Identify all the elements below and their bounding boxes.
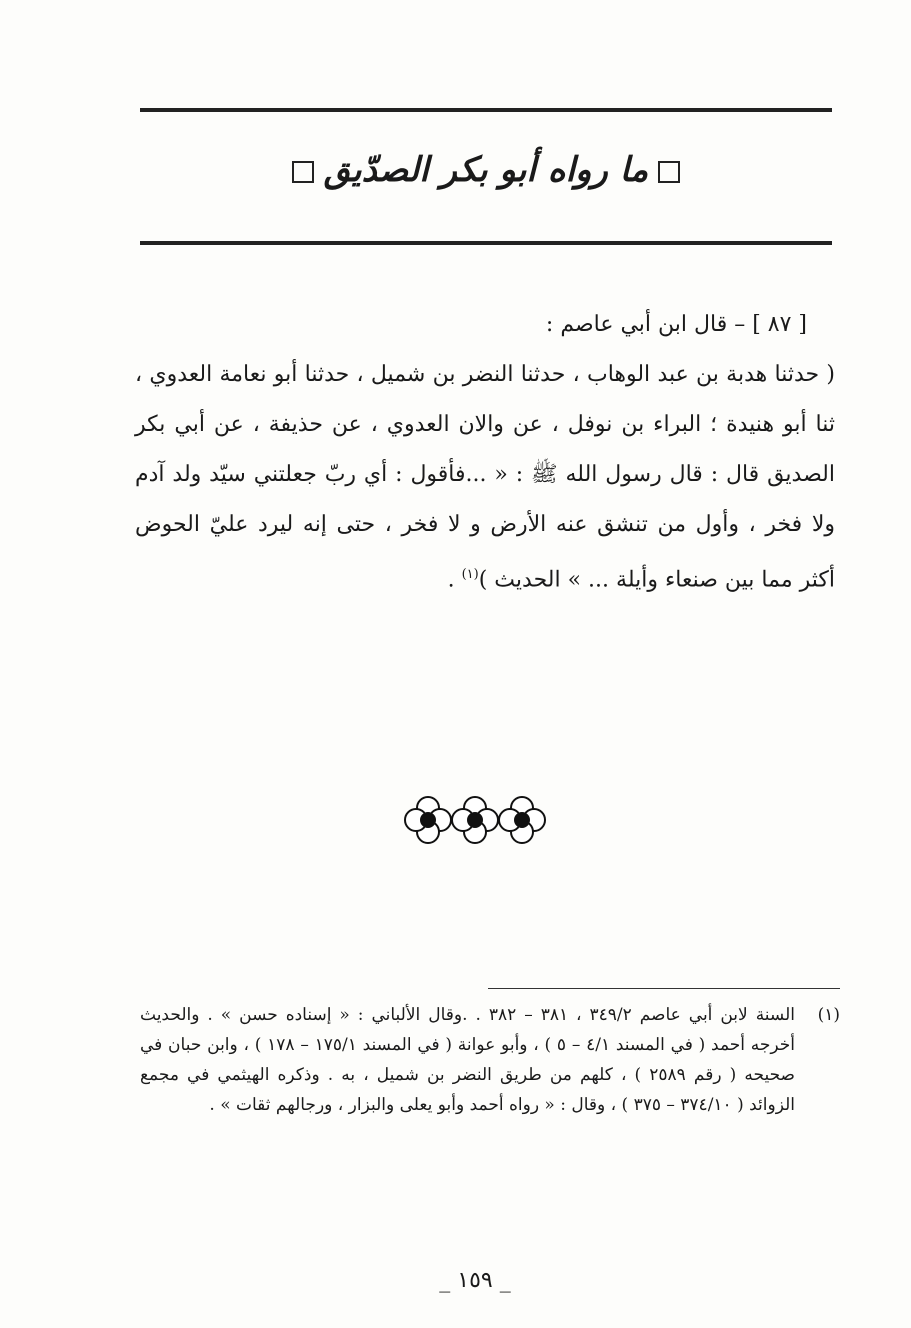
hadith-end: . bbox=[447, 567, 462, 593]
bottom-rule bbox=[140, 241, 832, 245]
flower-ornament-icon bbox=[400, 792, 550, 848]
hadith-heading: [ ٨٧ ] – قال ابن أبي عاصم : bbox=[545, 312, 807, 337]
footnote-reference: (١) bbox=[461, 567, 479, 582]
hadith-text-paragraph bbox=[135, 350, 835, 605]
square-ornament-icon bbox=[292, 161, 314, 183]
chapter-title-text: ما رواه أبو بكر الصدّيق bbox=[323, 150, 649, 190]
chapter-title bbox=[140, 150, 832, 190]
footnote-text: السنة لابن أبي عاصم ٣٤٩/٢ ، ٣٨١ – ٣٨٢ . .وقال الألباني : « إسناده حسن » . والحديث أخرجه أحمد ( في المسند ٤/١ – ٥ ) ، وأبو عوانة ( في المسند ١٧٥/١ – ١٧٨ ) ، وابن حبان في صحيحه ( رقم ٢٥٨٩ ) ، كلهم من طريق النضر بن شميل ، به . وذكره الهيثمي في مجمع الزوائد ( ٣٧٤/١٠ – ٣٧٥ ) ، وقال : « رواه أحمد وأبو يعلى والبزار ، ورجالهم ثقات » . bbox=[140, 1005, 796, 1115]
footnote bbox=[140, 1000, 840, 1120]
hadith-block bbox=[135, 300, 835, 605]
page-number: _ ١٥٩ _ bbox=[439, 1268, 511, 1293]
top-rule bbox=[140, 108, 832, 112]
footnote-separator bbox=[488, 988, 840, 989]
square-ornament-icon bbox=[658, 161, 680, 183]
footnote-number: (١) bbox=[817, 1005, 840, 1025]
hadith-text: ( حدثنا هدبة بن عبد الوهاب ، حدثنا النضر بن شميل ، حدثنا أبو نعامة العدوي ، ثنا أبو هنيدة ؛ البراء بن نوفل ، عن والان العدوي ، عن حذيفة ، عن أبي بكر الصديق قال : قال رسول الله ﷺ : « ...فأقول : أي ربّ جعلتني سيّد ولد آدم ولا فخر ، وأول من تنشق عنه الأرض و لا فخر ، حتى إنه ليرد عليّ الحوض أكثر مما بين صنعاء وأيلة ... » الحديث ) bbox=[135, 362, 835, 593]
